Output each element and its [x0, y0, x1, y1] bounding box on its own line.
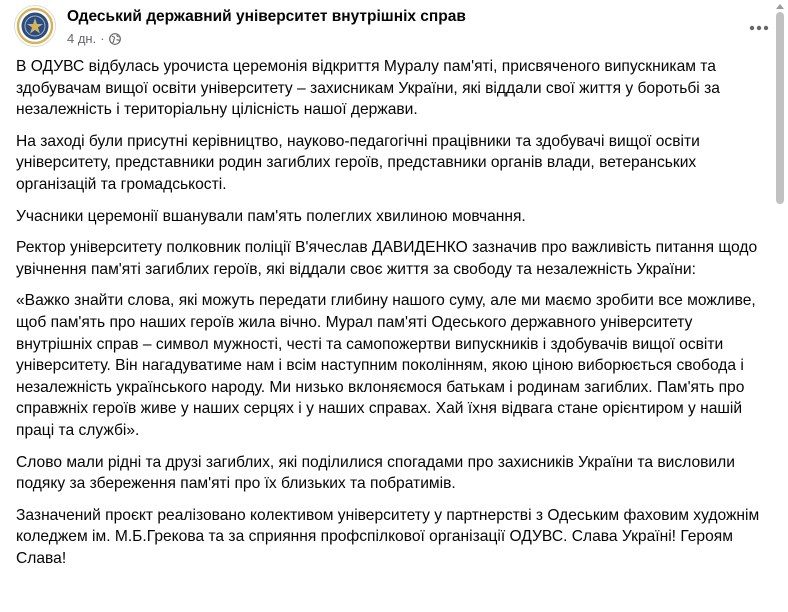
more-options-button[interactable]	[741, 13, 772, 43]
scrollbar-thumb[interactable]	[776, 12, 784, 204]
meta-separator: ·	[100, 31, 105, 46]
university-logo-icon	[15, 6, 55, 46]
scroll-up-arrow-icon[interactable]	[776, 4, 784, 9]
post-paragraph-4: Ректор університету полковник поліції В'ячеслав ДАВИДЕНКО зазначив про важливість питання щодо увічнення пам'яті загиблих героїв, які віддали своє життя за свободу та незалежність України:	[16, 239, 758, 278]
post-paragraph-6: Слово мали рідні та друзі загиблих, які поділилися спогадами про захисників України та висловили подяку за збереження пам'яті про їх близьких та побратимів.	[16, 453, 735, 493]
page-name-link[interactable]: Одеський державний університет внутрішніх справ	[67, 8, 466, 25]
post-meta	[67, 31, 121, 46]
post-paragraph-3: Учасники церемонії вшанували пам'ять полеглих хвилиною мовчання.	[16, 207, 526, 225]
post-header	[14, 5, 772, 51]
globe-icon[interactable]	[109, 33, 121, 45]
more-options-icon	[749, 25, 769, 31]
post-paragraph-1: В ОДУВС відбулась урочиста церемонія відкриття Муралу пам'яті, присвяченого випускникам та здобувачам вищої освіти університету – захисникам України, які віддали свої життя у боротьбі за незалежність і територіальну цілісність нашої держави.	[16, 58, 720, 119]
post-paragraph-7: Зазначений проєкт реалізовано колективом університету у партнерстві з Одеським фаховим художнім коледжем ім. М.Б.Грекова та за сприяння профспілкової організації ОДУВС. Слава Україні! Героям Слава!	[16, 506, 760, 567]
vertical-scrollbar[interactable]	[772, 0, 788, 612]
post-text	[16, 56, 766, 577]
post-paragraph-5: «Важко знайти слова, які можуть передати глибину нашого суму, але ми маємо зробити все можливе, щоб пам'ять про наших героїв жила вічно. Мурал пам'яті Одеського державного університету внутрішніх справ – символ мужності, честі та самопожертви випускників і здобувачів вищої освіти університету. Він нагадуватиме нам і всім наступним поколінням, якою ціною виборюється свобода і незалежність українського народу. Ми низько вклоняємося батькам і родинам загиблих. Пам'ять про справжніх героїв живе у наших серцях і у наших справах. Хай їхня відвага стане орієнтиром у нашій праці та службі».	[16, 292, 756, 439]
post-timestamp[interactable]: 4 дн.	[67, 31, 97, 46]
page-avatar[interactable]	[14, 5, 56, 47]
post-paragraph-2: На заході були присутні керівництво, науково-педагогічні працівники та здобувачі вищої освіти університету, представники родин загиблих героїв, представники органів влади, ветеранських організацій та громадськості.	[16, 132, 700, 193]
